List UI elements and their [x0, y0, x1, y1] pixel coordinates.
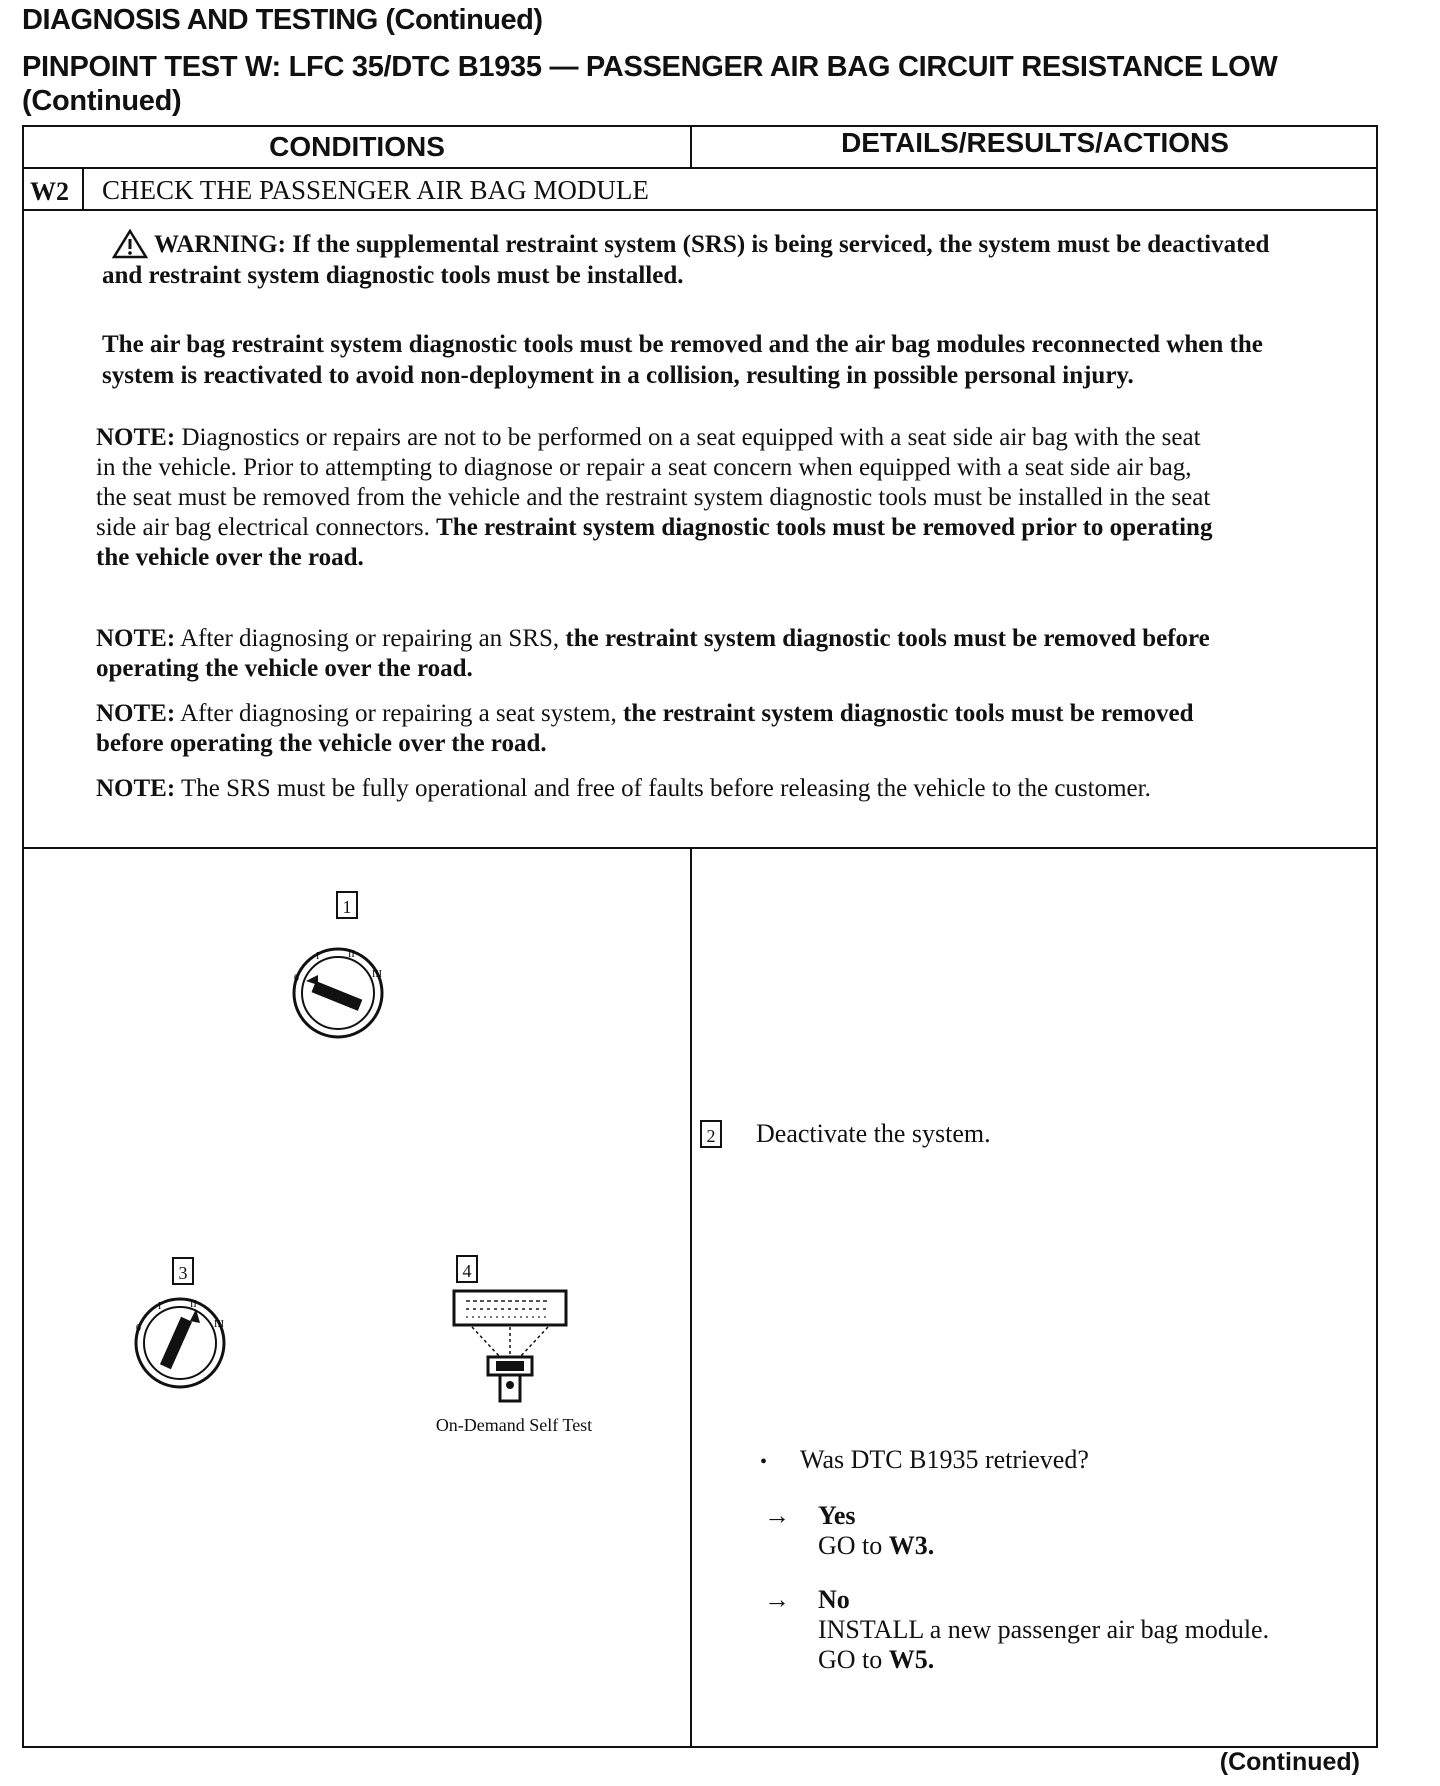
note-label: NOTE: [96, 424, 176, 451]
svg-text:II: II [348, 949, 355, 960]
step-title: CHECK THE PASSENGER AIR BAG MODULE [102, 175, 649, 205]
note-seat-system-repair [96, 699, 1216, 759]
note-text: The SRS must be fully operational and free of faults before releasing the vehicle to the customer. [181, 775, 1151, 802]
svg-text:I: I [158, 1301, 162, 1312]
note-seat-side-air-bag [96, 423, 1216, 573]
no-action-install: INSTALL a new passenger air bag module. [818, 1615, 1270, 1644]
scan-tool-caption: On-Demand Self Test [435, 1415, 593, 1435]
no-label: No [818, 1585, 850, 1614]
svg-text:II: II [190, 1299, 197, 1310]
row-divider [24, 209, 1376, 211]
yes-action [818, 1531, 934, 1561]
column-header-conditions: CONDITIONS [269, 131, 445, 162]
note-label: NOTE: [96, 625, 176, 652]
yes-action-target: W3. [888, 1531, 935, 1560]
note-text: After diagnosing or repairing a seat system, [180, 700, 617, 727]
ignition-switch-off-icon [282, 937, 394, 1049]
scan-tool-icon [450, 1289, 570, 1409]
svg-text:I: I [316, 951, 320, 962]
no-action-goto [818, 1645, 934, 1675]
note-text: Diagnostics or repairs are not to be performed on a seat equipped with a seat side air bag with the seat in the vehicle. Prior to attempting to diagnose or repair a seat concern when equipped with a seat side air bag, the seat must be removed from the vehicle and the restraint system diagnostic tools must be installed in the seat side air bag electrical connectors. [96, 424, 1211, 541]
note-bold-text: The restraint system diagnostic tools must be removed prior to operating the vehicle over the road. [96, 514, 1213, 571]
row-divider [24, 847, 1376, 849]
callout-2: 2 [700, 1120, 722, 1148]
no-action-prefix: GO to [818, 1645, 883, 1674]
note-bold-text: the restraint system diagnostic tools must be removed before operating the vehicle over the road. [96, 625, 1210, 682]
step-2-instruction: Deactivate the system. [756, 1119, 991, 1148]
continued-footer: (Continued) [1219, 1748, 1360, 1776]
row-divider [24, 167, 1376, 169]
arrow-icon: → [764, 1585, 790, 1614]
note-srs-repair [96, 624, 1216, 684]
callout-4: 4 [456, 1255, 478, 1283]
pinpoint-test-table [22, 125, 1378, 1748]
warning-text: WARNING: If the supplemental restraint system (SRS) is being serviced, the system must be deactivated and restraint system diagnostic tools must be installed. [102, 231, 1270, 289]
svg-text:III: III [214, 1319, 224, 1330]
question-text: Was DTC B1935 retrieved? [800, 1445, 1089, 1474]
pinpoint-test-title: PINPOINT TEST W: LFC 35/DTC B1935 — PASSENGER AIR BAG CIRCUIT RESISTANCE LOW (Continued) [22, 51, 1278, 117]
note-srs-operational [96, 774, 1216, 804]
callout-3: 3 [172, 1257, 194, 1285]
header-divider [690, 127, 692, 167]
step-id-divider [82, 167, 84, 209]
step-id: W2 [30, 177, 69, 206]
column-header-details: DETAILS/RESULTS/ACTIONS [841, 127, 1229, 158]
note-text: After diagnosing or repairing an SRS, [180, 625, 560, 652]
svg-text:III: III [372, 969, 382, 980]
no-action-target: W5. [888, 1645, 935, 1674]
svg-text:0: 0 [294, 973, 299, 984]
note-bold-text: the restraint system diagnostic tools must be removed before operating the vehicle over the road. [96, 700, 1194, 757]
column-divider [690, 847, 692, 1747]
page-header-title: DIAGNOSIS AND TESTING (Continued) [22, 4, 543, 36]
note-label: NOTE: [96, 775, 176, 802]
ignition-switch-run-icon [124, 1287, 236, 1399]
callout-1: 1 [336, 891, 358, 919]
yes-label: Yes [818, 1501, 856, 1530]
question-bullet: • [760, 1451, 768, 1473]
note-label: NOTE: [96, 700, 176, 727]
yes-action-prefix: GO to [818, 1531, 883, 1560]
warning-text-2: The air bag restraint system diagnostic tools must be removed and the air bag modules reconnected when the system is reactivated to avoid non-deployment in a collision, resulting in possible personal injury. [102, 331, 1263, 389]
svg-text:0: 0 [136, 1323, 141, 1334]
arrow-icon: → [764, 1501, 790, 1530]
